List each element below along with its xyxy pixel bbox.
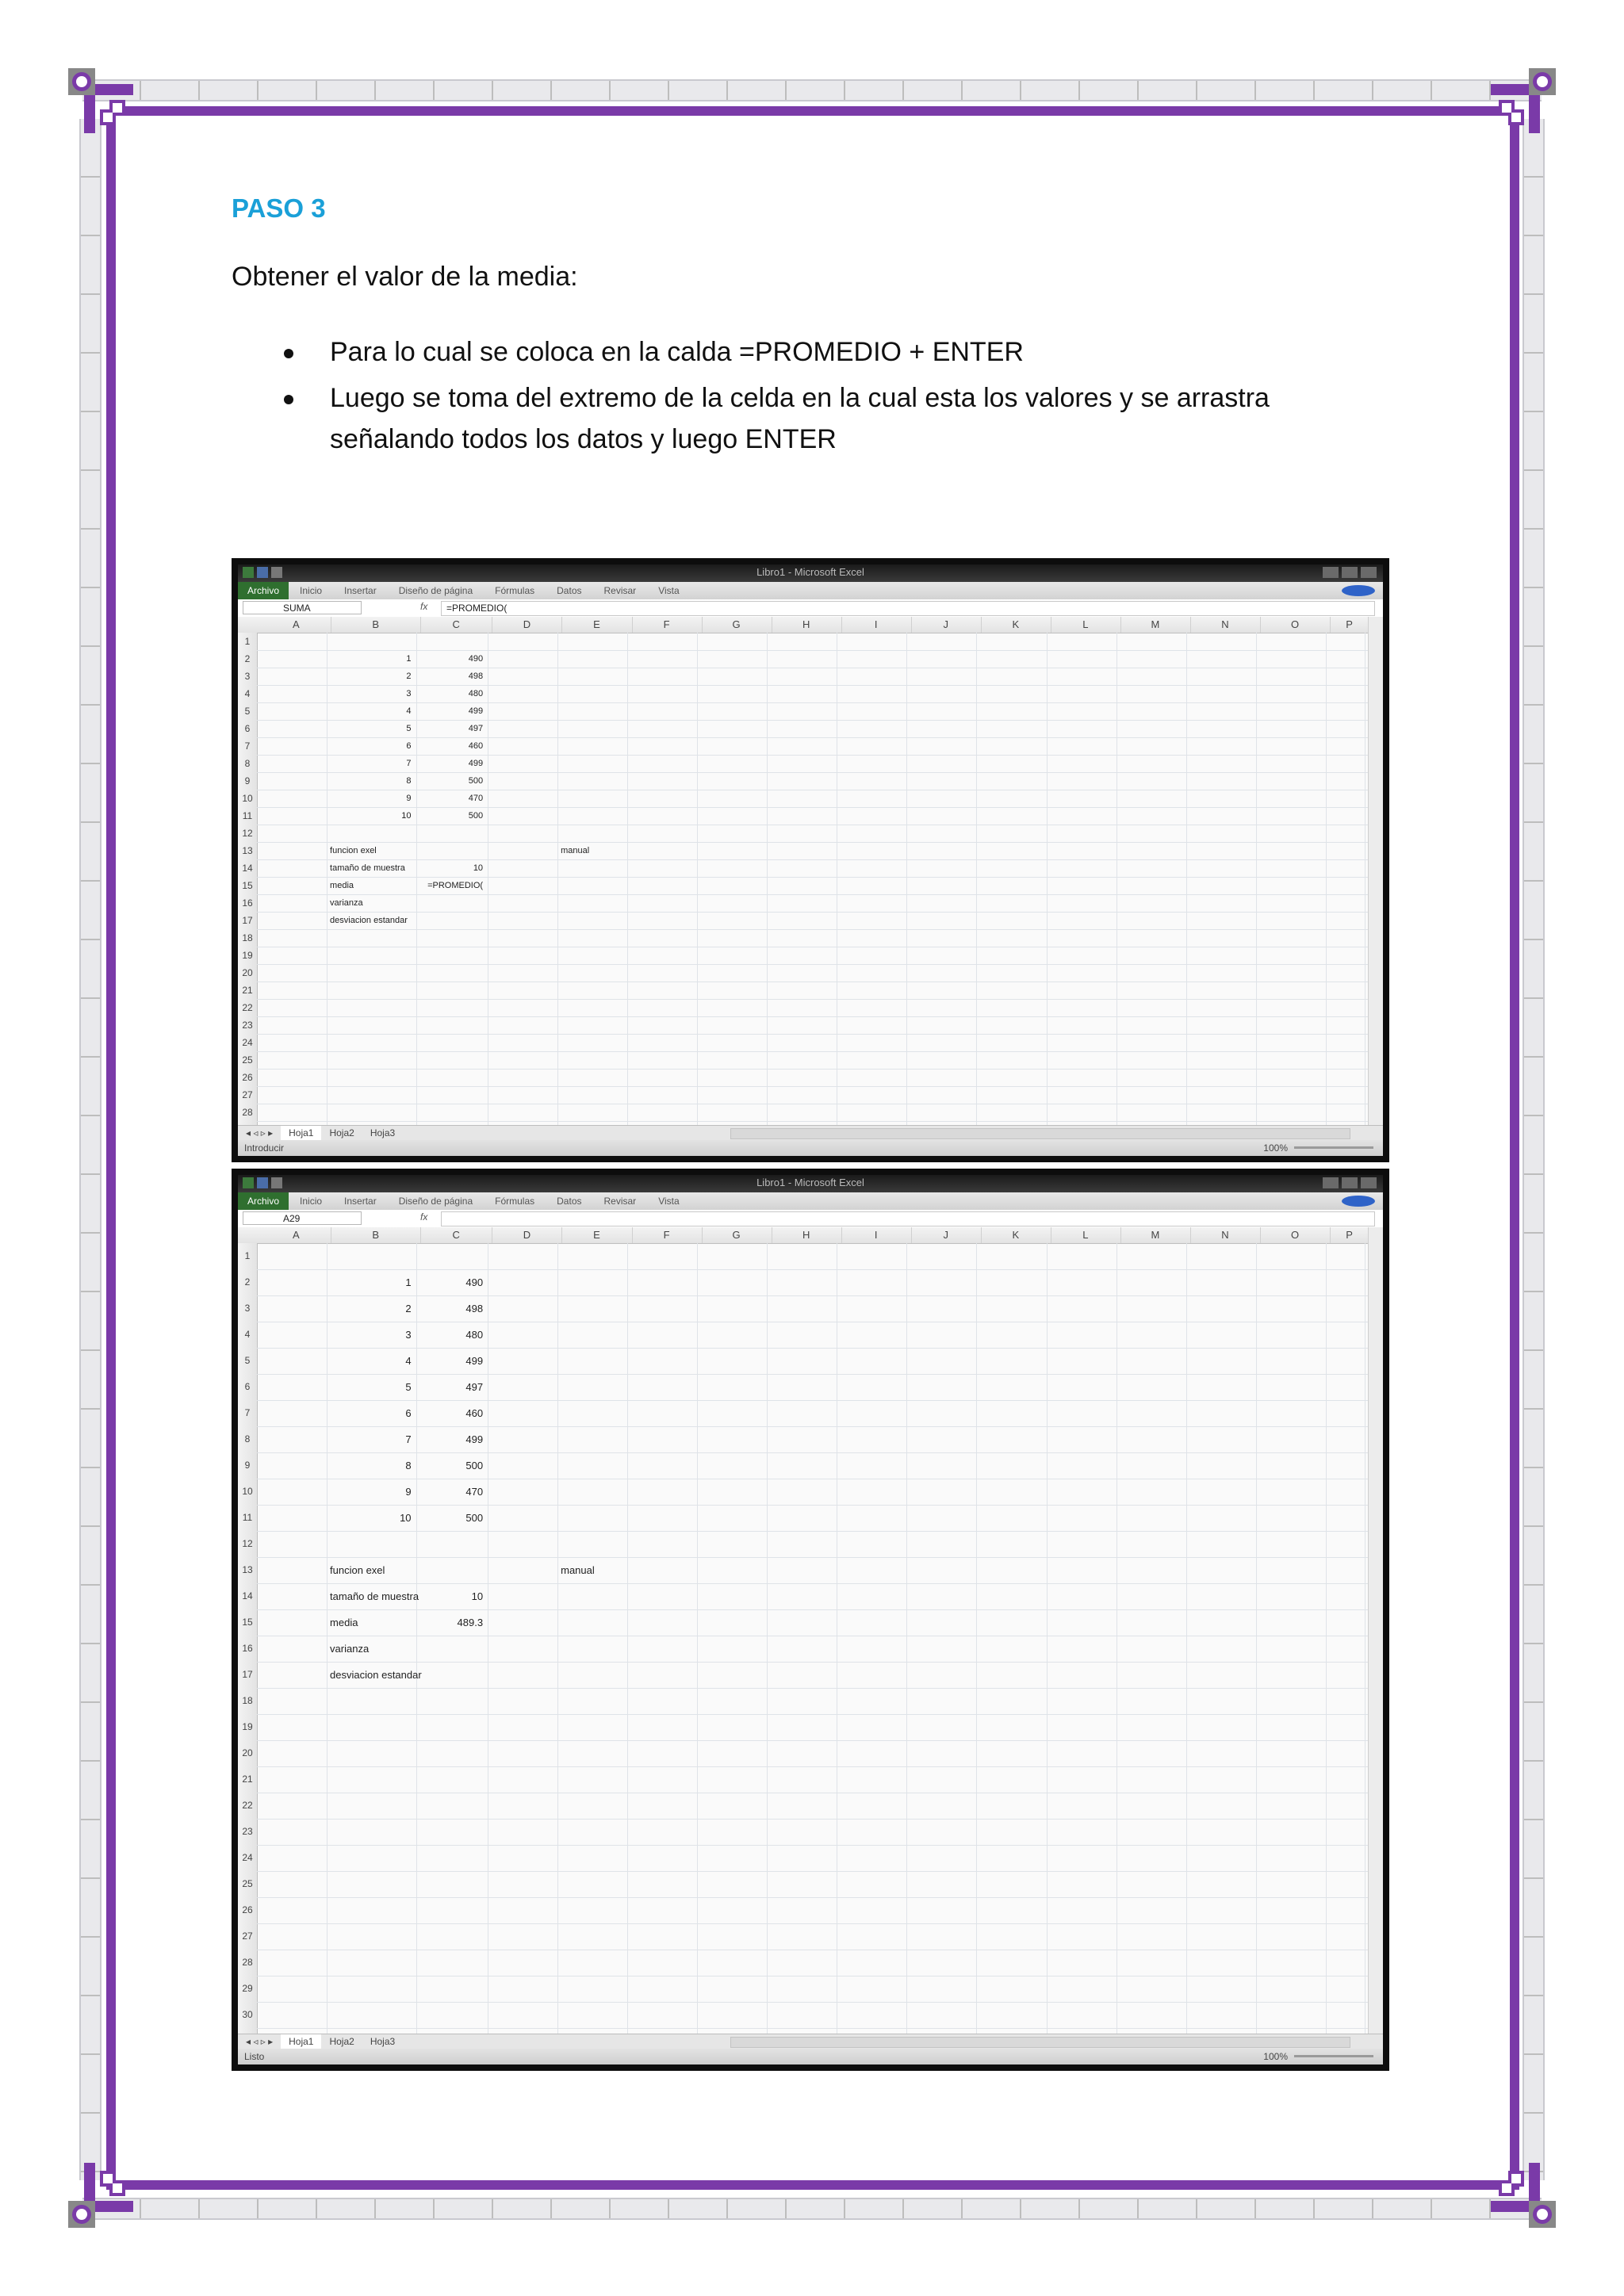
- step-bullet-1: [232, 331, 1342, 373]
- cell-sample-value[interactable]: 499: [468, 706, 484, 716]
- gridline: [257, 1662, 1369, 1663]
- cell-label[interactable]: varianza: [330, 898, 363, 908]
- column-header[interactable]: A: [261, 1227, 331, 1243]
- corner-ornament-top-right: [1473, 63, 1561, 151]
- cell-sample-index[interactable]: 1: [405, 1276, 412, 1288]
- row-header[interactable]: 19: [242, 1721, 253, 1732]
- gridline: [1326, 633, 1327, 1125]
- gridline: [257, 1531, 1369, 1532]
- cell-sample-value[interactable]: 460: [468, 741, 484, 751]
- row-header[interactable]: 4: [244, 688, 251, 699]
- gridline: [257, 2002, 1369, 2003]
- row-header[interactable]: 10: [242, 793, 253, 804]
- ribbon-tab[interactable]: Inicio: [300, 585, 323, 596]
- row-header[interactable]: 2: [244, 653, 251, 664]
- gridline: [767, 633, 768, 1125]
- window-title: Libro1 - Microsoft Excel: [756, 566, 864, 578]
- step-title: PASO 3: [232, 193, 326, 223]
- cell-sample-index[interactable]: 1: [406, 654, 412, 664]
- column-header[interactable]: H: [772, 617, 842, 633]
- column-headers: [238, 617, 1369, 633]
- cell-label[interactable]: tamaño de muestra: [330, 863, 405, 873]
- ribbon-tab[interactable]: Diseño de página: [398, 585, 473, 596]
- cell-sample-size[interactable]: 10: [471, 1590, 484, 1602]
- column-header[interactable]: D: [492, 617, 562, 633]
- row-header[interactable]: 20: [242, 1747, 253, 1758]
- formula-input[interactable]: =PROMEDIO(: [441, 601, 1375, 616]
- gridline: [257, 929, 1369, 930]
- column-header[interactable]: F: [632, 1227, 703, 1243]
- column-header[interactable]: G: [702, 1227, 772, 1243]
- row-header[interactable]: 23: [242, 1020, 253, 1031]
- row-header[interactable]: 19: [242, 950, 253, 961]
- cell-label[interactable]: desviacion estandar: [330, 1669, 422, 1681]
- minimize-button[interactable]: [1323, 567, 1339, 578]
- row-header[interactable]: 25: [242, 1878, 253, 1889]
- name-box[interactable]: A29: [243, 1211, 362, 1225]
- cell-label[interactable]: funcion exel: [330, 846, 377, 855]
- intro-text: Obtener el valor de la media:: [232, 262, 578, 292]
- gridline: [1047, 1243, 1048, 2034]
- row-header[interactable]: 11: [242, 810, 253, 821]
- fx-icon[interactable]: fx: [420, 601, 428, 612]
- maximize-button[interactable]: [1342, 567, 1358, 578]
- row-header[interactable]: 25: [242, 1054, 253, 1066]
- status-text: Introducir: [244, 1142, 285, 1154]
- cell-media-value[interactable]: =PROMEDIO(: [427, 881, 484, 890]
- gridline: [257, 1740, 1369, 1741]
- gridline: [257, 894, 1369, 895]
- minimize-button[interactable]: [1323, 1177, 1339, 1188]
- ribbon-tab[interactable]: Datos: [557, 1196, 582, 1207]
- gridline: [257, 964, 1369, 965]
- formula-bar: [238, 599, 1383, 618]
- gridline: [1256, 1243, 1257, 2034]
- sheet-nav-arrows[interactable]: ◂ ◃ ▹ ▸: [246, 1127, 274, 1138]
- row-header[interactable]: 5: [244, 1355, 251, 1366]
- gridline: [257, 912, 1369, 913]
- row-header[interactable]: 18: [242, 1695, 253, 1706]
- column-headers: [238, 1227, 1369, 1244]
- column-header[interactable]: I: [841, 617, 912, 633]
- row-header[interactable]: 12: [242, 828, 253, 839]
- row-header[interactable]: 9: [244, 775, 251, 786]
- fx-icon[interactable]: fx: [420, 1211, 428, 1223]
- gridline: [257, 1714, 1369, 1715]
- cell-sample-index[interactable]: 6: [405, 1407, 412, 1419]
- cell-sample-value[interactable]: 490: [465, 1276, 484, 1288]
- row-header[interactable]: 27: [242, 1931, 253, 1942]
- row-header[interactable]: 29: [242, 1983, 253, 1994]
- column-header[interactable]: N: [1190, 617, 1261, 633]
- zoom-level[interactable]: 100%: [1263, 2051, 1288, 2062]
- row-header[interactable]: 15: [242, 1617, 253, 1628]
- gridline: [257, 1051, 1369, 1052]
- vertical-scrollbar[interactable]: [1368, 617, 1383, 1125]
- row-header[interactable]: 12: [242, 1538, 253, 1549]
- column-header[interactable]: O: [1260, 617, 1331, 633]
- column-header[interactable]: D: [492, 1227, 562, 1243]
- cell-sample-index[interactable]: 10: [400, 1512, 412, 1524]
- row-header[interactable]: 17: [242, 1669, 253, 1680]
- border-purple-right: [1510, 119, 1519, 2190]
- gridline: [557, 1243, 558, 2034]
- row-header[interactable]: 6: [244, 723, 251, 734]
- sheet-tab[interactable]: Hoja2: [329, 1127, 354, 1138]
- gridline: [257, 1688, 1369, 1689]
- cell-sample-index[interactable]: 5: [406, 724, 412, 733]
- row-headers: [238, 1243, 258, 2034]
- gridline: [557, 633, 558, 1125]
- worksheet-grid[interactable]: [238, 1227, 1369, 2034]
- title-bar: [238, 564, 1383, 582]
- ribbon-tabs: [238, 1192, 1383, 1211]
- cell-sample-index[interactable]: 7: [406, 759, 412, 768]
- ribbon-tab[interactable]: Insertar: [344, 585, 377, 596]
- cell-sample-index[interactable]: 4: [406, 706, 412, 716]
- ribbon-tab[interactable]: Insertar: [344, 1196, 377, 1207]
- cell-label[interactable]: varianza: [330, 1643, 370, 1655]
- row-header[interactable]: 3: [244, 1303, 251, 1314]
- gridline: [1326, 1243, 1327, 2034]
- cell-sample-value[interactable]: 498: [465, 1303, 484, 1314]
- sheet-tabs-bar: [238, 2034, 1383, 2049]
- gridline: [906, 1243, 907, 2034]
- row-header[interactable]: 26: [242, 1904, 253, 1915]
- row-header[interactable]: 21: [242, 985, 253, 996]
- ribbon-tab[interactable]: Diseño de página: [398, 1196, 473, 1207]
- cell-sample-value[interactable]: 480: [468, 689, 484, 698]
- row-header[interactable]: 15: [242, 880, 253, 891]
- sheet-tab[interactable]: Hoja3: [370, 2036, 396, 2047]
- cell-label[interactable]: funcion exel: [330, 1564, 385, 1576]
- column-header[interactable]: C: [420, 617, 493, 633]
- cell-sample-value[interactable]: 480: [465, 1329, 484, 1341]
- zoom-slider[interactable]: [1294, 2055, 1373, 2057]
- zoom-slider[interactable]: [1294, 1146, 1373, 1149]
- row-header[interactable]: 24: [242, 1037, 253, 1048]
- row-header[interactable]: 16: [242, 897, 253, 909]
- cell-sample-value[interactable]: 499: [465, 1355, 484, 1367]
- border-rail-bottom: [82, 2198, 1542, 2220]
- column-header[interactable]: K: [981, 1227, 1051, 1243]
- zoom-level[interactable]: 100%: [1263, 1142, 1288, 1154]
- row-header[interactable]: 21: [242, 1774, 253, 1785]
- gridline: [1256, 633, 1257, 1125]
- step-bullet-2: [232, 377, 1342, 460]
- border-rail-right: [1522, 119, 1545, 2180]
- cell-sample-value[interactable]: 500: [465, 1512, 484, 1524]
- column-header[interactable]: E: [561, 1227, 632, 1243]
- step-bullet-text: Luego se toma del extremo de la celda en la cual esta los valores y se arrastra señalando todos los datos y luego ENTER: [330, 383, 1270, 454]
- status-bar: [238, 2049, 1383, 2064]
- cell-sample-index[interactable]: 9: [406, 794, 412, 803]
- gridline: [1116, 1243, 1117, 2034]
- ribbon-tabs: [238, 582, 1383, 600]
- horizontal-scrollbar[interactable]: [730, 2037, 1350, 2048]
- column-header[interactable]: B: [331, 1227, 421, 1243]
- row-header[interactable]: 24: [242, 1852, 253, 1863]
- excel-window: [238, 564, 1383, 1156]
- row-header[interactable]: 26: [242, 1072, 253, 1083]
- row-header[interactable]: 4: [244, 1329, 251, 1340]
- cell-label[interactable]: desviacion estandar: [330, 916, 408, 925]
- column-header[interactable]: J: [911, 1227, 982, 1243]
- cell-sample-value[interactable]: 490: [468, 654, 484, 664]
- border-rail-left: [79, 119, 102, 2180]
- row-header[interactable]: 9: [244, 1460, 251, 1471]
- help-icon[interactable]: [1342, 1196, 1375, 1207]
- sheet-tabs-bar: [238, 1125, 1383, 1140]
- cell-manual-label[interactable]: manual: [561, 846, 590, 855]
- border-purple-left: [106, 119, 116, 2190]
- ribbon-tab[interactable]: Inicio: [300, 1196, 323, 1207]
- cell-sample-value[interactable]: 500: [468, 776, 484, 786]
- row-header[interactable]: 22: [242, 1800, 253, 1811]
- row-header[interactable]: 7: [244, 1407, 251, 1418]
- row-header[interactable]: 8: [244, 1433, 251, 1445]
- sheet-tab[interactable]: Hoja1: [281, 1126, 321, 1140]
- worksheet-grid[interactable]: [238, 617, 1369, 1125]
- row-header[interactable]: 5: [244, 706, 251, 717]
- cell-sample-value[interactable]: 500: [465, 1460, 484, 1471]
- column-header[interactable]: I: [841, 1227, 912, 1243]
- column-header[interactable]: M: [1120, 617, 1191, 633]
- row-header[interactable]: 1: [244, 1250, 251, 1261]
- gridline: [257, 842, 1369, 843]
- cell-sample-value[interactable]: 499: [465, 1433, 484, 1445]
- row-header[interactable]: 6: [244, 1381, 251, 1392]
- name-box[interactable]: SUMA: [243, 601, 362, 614]
- cell-sample-value[interactable]: 498: [468, 672, 484, 681]
- close-button[interactable]: [1361, 567, 1377, 578]
- row-header[interactable]: 14: [242, 1590, 253, 1601]
- gridline: [257, 1819, 1369, 1820]
- ribbon-tab[interactable]: Datos: [557, 585, 582, 596]
- gridline: [627, 633, 628, 1125]
- cell-manual-label[interactable]: manual: [561, 1564, 595, 1576]
- cell-sample-value[interactable]: 499: [468, 759, 484, 768]
- row-header[interactable]: 13: [242, 845, 253, 856]
- gridline: [976, 1243, 977, 2034]
- column-header[interactable]: N: [1190, 1227, 1261, 1243]
- column-header[interactable]: L: [1051, 617, 1121, 633]
- cell-sample-value[interactable]: 497: [468, 724, 484, 733]
- status-bar: [238, 1140, 1383, 1156]
- cell-area: [257, 633, 1369, 1125]
- row-header[interactable]: 7: [244, 740, 251, 752]
- row-header[interactable]: 30: [242, 2009, 253, 2020]
- ribbon-tab[interactable]: Vista: [658, 1196, 680, 1207]
- gridline: [257, 1069, 1369, 1070]
- cell-media-value[interactable]: 489.3: [457, 1617, 484, 1628]
- column-header[interactable]: A: [261, 617, 331, 633]
- cell-sample-index[interactable]: 5: [405, 1381, 412, 1393]
- column-header[interactable]: P: [1330, 1227, 1369, 1243]
- gridline: [257, 999, 1369, 1000]
- column-header[interactable]: L: [1051, 1227, 1121, 1243]
- gridline: [257, 1086, 1369, 1087]
- cell-sample-index[interactable]: 8: [406, 776, 412, 786]
- cell-label[interactable]: tamaño de muestra: [330, 1590, 419, 1602]
- sheet-tab[interactable]: Hoja1: [281, 2034, 321, 2049]
- cell-sample-index[interactable]: 2: [406, 672, 412, 681]
- steps-list: [232, 331, 1342, 465]
- gridline: [697, 633, 698, 1125]
- corner-ornament-bottom-right: [1473, 2145, 1561, 2233]
- help-icon[interactable]: [1342, 585, 1375, 596]
- cell-area: [257, 1243, 1369, 2034]
- row-header[interactable]: 10: [242, 1486, 253, 1497]
- gridline: [1116, 633, 1117, 1125]
- ribbon-tab[interactable]: Vista: [658, 585, 680, 596]
- title-bar: [238, 1175, 1383, 1192]
- cell-sample-index[interactable]: 4: [405, 1355, 412, 1367]
- row-header[interactable]: 27: [242, 1089, 253, 1100]
- column-header[interactable]: M: [1120, 1227, 1191, 1243]
- sheet-tab[interactable]: Hoja2: [329, 2036, 354, 2047]
- cell-sample-value[interactable]: 470: [468, 794, 484, 803]
- gridline: [257, 1897, 1369, 1898]
- gridline: [257, 1016, 1369, 1017]
- cell-sample-index[interactable]: 2: [405, 1303, 412, 1314]
- excel-screenshot-2: [232, 1169, 1389, 2071]
- column-header[interactable]: B: [331, 617, 421, 633]
- bullet-icon: [284, 395, 293, 404]
- row-header[interactable]: 13: [242, 1564, 253, 1575]
- border-purple-top: [119, 106, 1515, 116]
- excel-window: [238, 1175, 1383, 2064]
- gridline: [257, 1871, 1369, 1872]
- row-header[interactable]: 17: [242, 915, 253, 926]
- vertical-scrollbar[interactable]: [1368, 1227, 1383, 2034]
- gridline: [767, 1243, 768, 2034]
- column-header[interactable]: P: [1330, 617, 1369, 633]
- row-header[interactable]: 20: [242, 967, 253, 978]
- ribbon-tab[interactable]: Fórmulas: [495, 585, 535, 596]
- border-rail-top: [82, 79, 1542, 101]
- sheet-tab[interactable]: Hoja3: [370, 1127, 396, 1138]
- cell-sample-index[interactable]: 6: [406, 741, 412, 751]
- formula-bar: [238, 1210, 1383, 1228]
- cell-label[interactable]: media: [330, 881, 354, 890]
- cell-sample-index[interactable]: 3: [406, 689, 412, 698]
- sheet-nav-arrows[interactable]: ◂ ◃ ▹ ▸: [246, 2036, 274, 2047]
- column-header[interactable]: O: [1260, 1227, 1331, 1243]
- cell-sample-value[interactable]: 500: [468, 811, 484, 821]
- column-header[interactable]: E: [561, 617, 632, 633]
- ribbon-tab[interactable]: Archivo: [238, 582, 289, 599]
- row-header[interactable]: 1: [244, 636, 251, 647]
- column-header[interactable]: J: [911, 617, 982, 633]
- row-header[interactable]: 28: [242, 1957, 253, 1968]
- row-header[interactable]: 8: [244, 758, 251, 769]
- gridline: [627, 1243, 628, 2034]
- step-bullet-text: Para lo cual se coloca en la calda =PROMEDIO + ENTER: [330, 337, 1024, 367]
- gridline: [257, 1557, 1369, 1558]
- cell-sample-index[interactable]: 3: [405, 1329, 412, 1341]
- row-header[interactable]: 11: [242, 1512, 253, 1523]
- window-title: Libro1 - Microsoft Excel: [756, 1177, 864, 1188]
- cell-sample-value[interactable]: 497: [465, 1381, 484, 1393]
- corner-ornament-bottom-left: [63, 2145, 151, 2233]
- horizontal-scrollbar[interactable]: [730, 1128, 1350, 1139]
- border-purple-bottom: [119, 2180, 1515, 2190]
- row-header[interactable]: 3: [244, 671, 251, 682]
- cell-sample-index[interactable]: 10: [401, 811, 412, 821]
- gridline: [906, 633, 907, 1125]
- gridline: [1186, 1243, 1187, 2034]
- cell-sample-value[interactable]: 460: [465, 1407, 484, 1419]
- cell-label[interactable]: media: [330, 1617, 358, 1628]
- row-header[interactable]: 14: [242, 863, 253, 874]
- ribbon-tab[interactable]: Archivo: [238, 1192, 289, 1210]
- row-header[interactable]: 2: [244, 1276, 251, 1288]
- gridline: [1186, 633, 1187, 1125]
- gridline: [257, 1034, 1369, 1035]
- gridline: [257, 1121, 1369, 1122]
- row-header[interactable]: 22: [242, 1002, 253, 1013]
- ribbon-tab[interactable]: Revisar: [603, 1196, 637, 1207]
- column-header[interactable]: F: [632, 617, 703, 633]
- gridline: [257, 1923, 1369, 1924]
- gridline: [257, 1766, 1369, 1767]
- gridline: [257, 2028, 1369, 2029]
- column-header[interactable]: H: [772, 1227, 842, 1243]
- row-header[interactable]: 18: [242, 932, 253, 943]
- row-header[interactable]: 16: [242, 1643, 253, 1654]
- excel-screenshot-1: [232, 558, 1389, 1162]
- gridline: [697, 1243, 698, 2034]
- cell-sample-index[interactable]: 7: [405, 1433, 412, 1445]
- corner-ornament-top-left: [63, 63, 151, 151]
- maximize-button[interactable]: [1342, 1177, 1358, 1188]
- gridline: [1047, 633, 1048, 1125]
- gridline: [257, 1845, 1369, 1846]
- gridline: [976, 633, 977, 1125]
- row-header[interactable]: 23: [242, 1826, 253, 1837]
- row-header[interactable]: 28: [242, 1107, 253, 1118]
- close-button[interactable]: [1361, 1177, 1377, 1188]
- status-text: Listo: [244, 2051, 265, 2062]
- column-header[interactable]: K: [981, 617, 1051, 633]
- ribbon-tab[interactable]: Revisar: [603, 585, 637, 596]
- bullet-icon: [284, 349, 293, 358]
- formula-input[interactable]: [441, 1211, 1375, 1226]
- column-header[interactable]: G: [702, 617, 772, 633]
- cell-sample-size[interactable]: 10: [473, 863, 484, 873]
- column-header[interactable]: C: [420, 1227, 493, 1243]
- cell-sample-value[interactable]: 470: [465, 1486, 484, 1498]
- ribbon-tab[interactable]: Fórmulas: [495, 1196, 535, 1207]
- cell-sample-index[interactable]: 8: [405, 1460, 412, 1471]
- row-headers: [238, 633, 258, 1125]
- cell-sample-index[interactable]: 9: [405, 1486, 412, 1498]
